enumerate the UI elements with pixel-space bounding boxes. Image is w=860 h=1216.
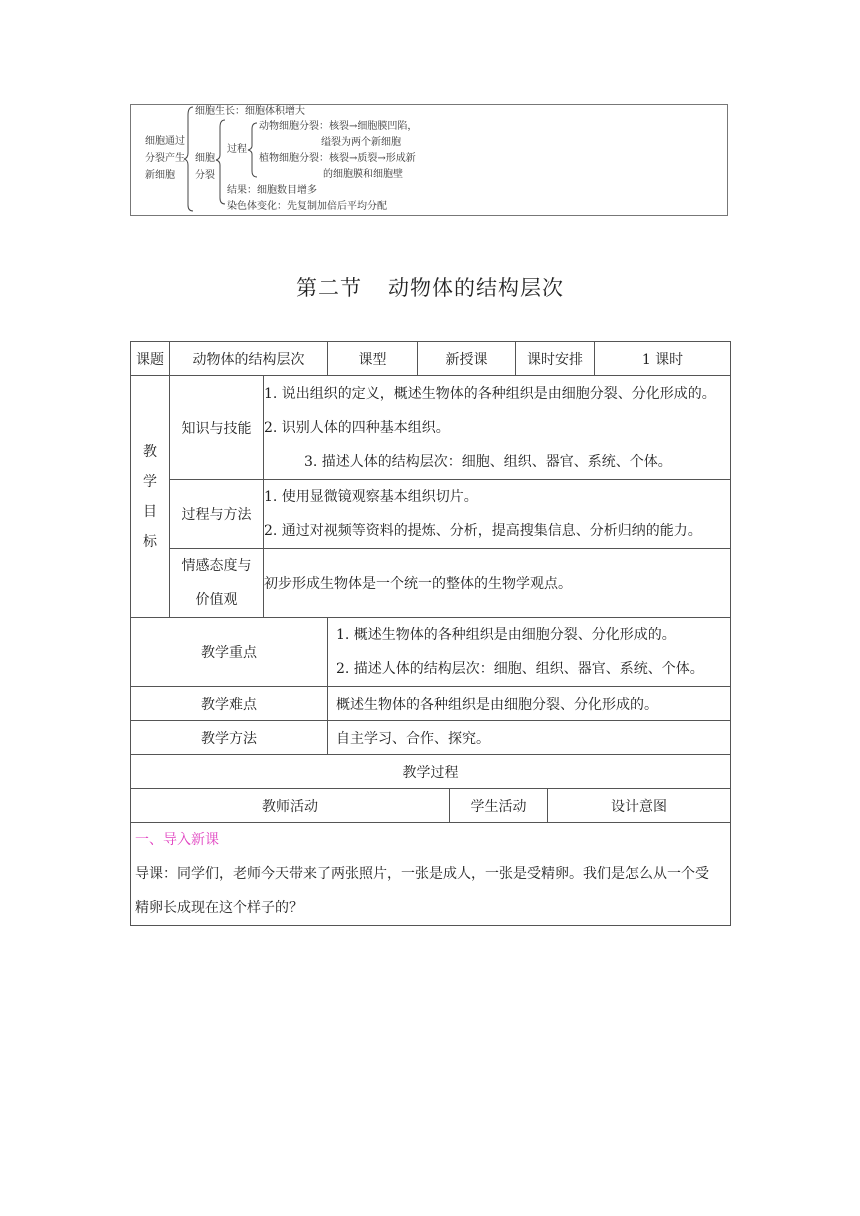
type-label: 课型 — [328, 342, 418, 376]
process-row — [131, 480, 731, 549]
root-line-2: 分裂产生 — [145, 153, 185, 164]
process-item-2: 2. 通过对视频等资料的提炼、分析，提高搜集信息、分析归纳的能力。 — [264, 523, 702, 539]
type-value: 新授课 — [418, 342, 516, 376]
concept-map — [130, 104, 728, 216]
difficulty-label: 教学难点 — [131, 687, 328, 721]
process-title-row — [131, 755, 731, 789]
method-row — [131, 721, 731, 755]
result-text: 结果：细胞数目增多 — [227, 185, 317, 196]
animal-division-2: 缢裂为两个新细胞 — [321, 137, 401, 148]
emotion-text: 初步形成生物体是一个统一的整体的生物学观点。 — [264, 549, 731, 618]
method-label: 教学方法 — [131, 721, 328, 755]
time-label: 课时安排 — [516, 342, 595, 376]
concept-map-braces — [131, 105, 729, 217]
lesson-plan-table — [130, 341, 731, 926]
intro-line-2: 精卵长成现在这个样子的？ — [135, 900, 303, 916]
intro-line-1: 导课：同学们，老师今天带来了两张照片，一张是成人，一张是受精卵。我们是怎么从一个受 — [135, 866, 709, 882]
key-points-label: 教学重点 — [131, 618, 328, 687]
key-points-row — [131, 618, 731, 687]
student-activity-header: 学生活动 — [450, 789, 548, 823]
plant-division-2: 的细胞膜和细胞壁 — [323, 169, 403, 180]
growth-text: 细胞生长：细胞体积增大 — [195, 106, 305, 117]
process-label: 过程与方法 — [170, 480, 264, 549]
intro-row — [131, 823, 731, 926]
intro-heading: 一、导入新课 — [135, 832, 219, 848]
design-intent-header: 设计意图 — [548, 789, 731, 823]
knowledge-row — [131, 376, 731, 480]
teacher-activity-header: 教师活动 — [131, 789, 450, 823]
columns-row — [131, 789, 731, 823]
process-item-1: 1. 使用显微镜观察基本组织切片。 — [264, 489, 478, 505]
difficulty-row — [131, 687, 731, 721]
knowledge-item-2: 2. 识别人体的四种基本组织。 — [264, 419, 450, 436]
key-point-1: 1. 概述生物体的各种组织是由细胞分裂、分化形成的。 — [336, 627, 676, 643]
emotion-row — [131, 549, 731, 618]
knowledge-item-1: 1. 说出组织的定义，概述生物体的各种组织是由细胞分裂、分化形成的。 — [264, 385, 716, 402]
method-text: 自主学习、合作、探究。 — [328, 721, 731, 755]
plant-division-1: 植物细胞分裂：核裂→质裂→形成新 — [259, 153, 416, 164]
difficulty-text: 概述生物体的各种组织是由细胞分裂、分化形成的。 — [328, 687, 731, 721]
process-items — [264, 480, 731, 549]
key-points-items — [328, 618, 731, 687]
section-name: 动物体的结构层次 — [388, 276, 564, 300]
knowledge-items — [264, 376, 731, 480]
root-line-1: 细胞通过 — [145, 136, 185, 147]
emotion-label: 情感态度与 价值观 — [170, 549, 264, 618]
header-row — [131, 342, 731, 376]
knowledge-label: 知识与技能 — [170, 376, 264, 480]
intro-cell — [131, 823, 731, 926]
process-label: 过程 — [227, 144, 247, 155]
animal-division-1: 动物细胞分裂：核裂→细胞膜凹陷， — [259, 121, 418, 132]
topic-label: 课题 — [131, 342, 170, 376]
division-line-1: 细胞 — [195, 153, 215, 164]
goals-label: 教 学 目 标 — [131, 376, 170, 618]
section-number: 第二节 — [296, 276, 362, 300]
root-line-3: 新细胞 — [145, 170, 175, 181]
chromosome-text: 染色体变化：先复制加倍后平均分配 — [227, 201, 387, 212]
topic-value: 动物体的结构层次 — [170, 342, 328, 376]
knowledge-item-3: 3. 描述人体的结构层次：细胞、组织、器官、系统、个体。 — [304, 453, 672, 470]
page-title — [0, 272, 860, 302]
key-point-2: 2. 描述人体的结构层次：细胞、组织、器官、系统、个体。 — [336, 661, 704, 677]
division-line-2: 分裂 — [195, 170, 215, 181]
teaching-process-title: 教学过程 — [131, 755, 731, 789]
time-value: 1 课时 — [595, 342, 731, 376]
